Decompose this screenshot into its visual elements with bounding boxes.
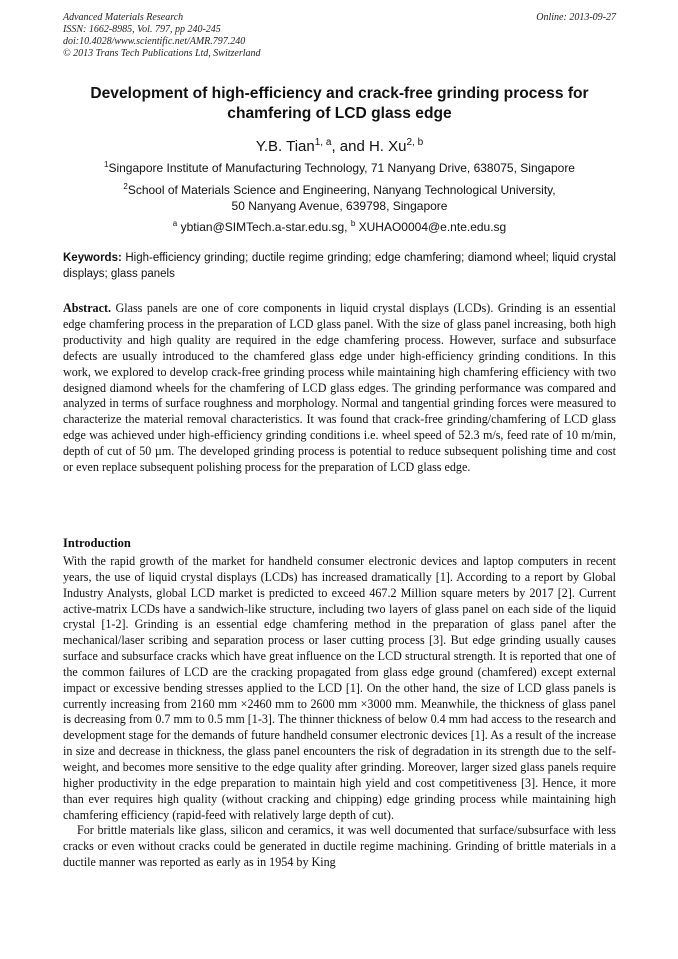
doi-line: doi:10.4028/www.scientific.net/AMR.797.240 xyxy=(63,36,246,47)
author-separator: , and xyxy=(331,138,369,155)
paper-title: Development of high-efficiency and crack-free grinding process for chamfering of LCD glass edge xyxy=(90,85,589,122)
affiliation-1-text: Singapore Institute of Manufacturing Technology, 71 Nanyang Drive, 638075, Singapore xyxy=(108,161,575,175)
author-emails xyxy=(63,216,616,235)
copyright-line: © 2013 Trans Tech Publications Ltd, Switzerland xyxy=(63,48,261,59)
section-heading-introduction: Introduction xyxy=(63,536,131,550)
email-a-marker: a xyxy=(172,219,178,228)
keywords-text: High-efficiency grinding; ductile regime grinding; edge chamfering; diamond wheel; liquid crystal displays; glass panels xyxy=(63,252,616,280)
keywords-label: Keywords: xyxy=(63,252,122,264)
abstract-text: Glass panels are one of core components in liquid crystal displays (LCDs). Grinding is an essential edge chamfering process in the preparation of LCD glass panel. With the size of glass panel increasing, both high productivity and high quality are required in the edge chamfering process. However, surface and subsurface defects are usually introduced to the chamfered glass edge under high-efficiency grinding conditions. In this work, we explored to develop crack-free grinding process while maintaining high chamfering efficiency with two designed diamond wheels for the chamfering of LCD glass edges. The grinding performance was compared and analyzed in terms of surface roughness and morphology. Normal and tangential grinding forces were measured to characterize the material removal characteristics. It was found that crack-free grinding/chamfering of LCD glass edge was achieved under high-efficiency grinding conditions i.e. wheel speed of 52.3 m/s, feed rate of 10 m/min, depth of cut of 50 µm. The developed grinding process is potential to reduce subsequent polishing time and cost or even replace subsequent polishing process for the preparation of LCD glass edge. xyxy=(63,301,616,475)
email-b[interactable]: XUHAO0004@e.nte.edu.sg xyxy=(358,220,507,234)
paragraph: For brittle materials like glass, silicon and ceramics, it was well documented that surface/subsurface with less cracks or even without cracks could be generated in ductile regime machining. Grinding of brittle materials in a ductile manner was reported as early as in 1954 by King xyxy=(63,823,616,870)
email-b-marker: b xyxy=(350,219,356,228)
affiliation-2-line-1: School of Materials Science and Engineering, Nanyang Technological University, xyxy=(127,183,556,197)
author-2: H. Xu xyxy=(368,138,407,155)
affiliation-1 xyxy=(63,157,616,176)
author-1-affil-marker: 1, a xyxy=(314,137,332,148)
affiliation-2 xyxy=(63,179,616,214)
affiliation-1-marker: 1 xyxy=(104,160,109,169)
online-date: Online: 2013-09-27 xyxy=(536,12,616,23)
author-1: Y.B. Tian xyxy=(255,138,315,155)
author-2-affil-marker: 2, b xyxy=(406,137,424,148)
abstract xyxy=(63,301,616,476)
publication-header xyxy=(63,12,616,60)
abstract-label: Abstract. xyxy=(63,301,112,315)
keywords xyxy=(63,250,616,282)
email-a[interactable]: ybtian@SIMTech.a-star.edu.sg, xyxy=(180,220,351,234)
journal-name: Advanced Materials Research xyxy=(63,12,184,23)
author-line xyxy=(63,134,616,156)
affiliation-2-marker: 2 xyxy=(123,182,128,191)
paragraph: With the rapid growth of the market for handheld consumer electronic devices and laptop computers in recent years, the use of liquid crystal displays (LCDs) has increased dramatically [1]. According to a report by Global Industry Analysts, global LCD market is predicted to exceed 467.2 Million square meters by 2017 [2]. Current active-matrix LCDs have a sandwich-like structure, including two layers of glass panel on each side of the liquid crystal [1-2]. Grinding is an essential edge chamfering method in the preparation of glass panel after the mechanical/laser scribing and separation process or laser cutting process [3]. But edge grinding usually causes surface and subsurface cracks which have great influence on the LCD structural strength. It is reported that one of the common failures of LCD are the cracking propagated from glass edge ground (chamfered) except external impact or excessive bending stresses applied to the LCD [1]. On the other hand, the size of LCD glass panels is currently increasing from 2160 mm ×2460 mm to 2600 mm ×3000 mm. Meanwhile, the thickness of glass panel is decreasing from 0.7 mm to 0.5 mm [1-3]. The thinner thickness of below 0.4 mm had access to the research and development stage for the demands of future handheld consumer electronic devices [1]. As a result of the increase in size and decrease in thickness, the glass panel encounters the risk of degradation in its strength due to the self-weight, and becomes more sensitive to the edge quality after grinding. Moreover, larger sized glass panels require higher productivity in the edge preparation to maintain high yield and cost competitiveness [3]. Hence, it more than ever requires high quality (without cracking and chipping) edge grinding process while maintaining high chamfering efficiency (rapid-feed with relatively large depth of cut). xyxy=(63,554,616,822)
introduction-body xyxy=(63,554,616,871)
issn-line: ISSN: 1662-8985, Vol. 797, pp 240-245 xyxy=(63,24,221,35)
affiliation-2-line-2: 50 Nanyang Avenue, 639798, Singapore xyxy=(231,199,448,213)
